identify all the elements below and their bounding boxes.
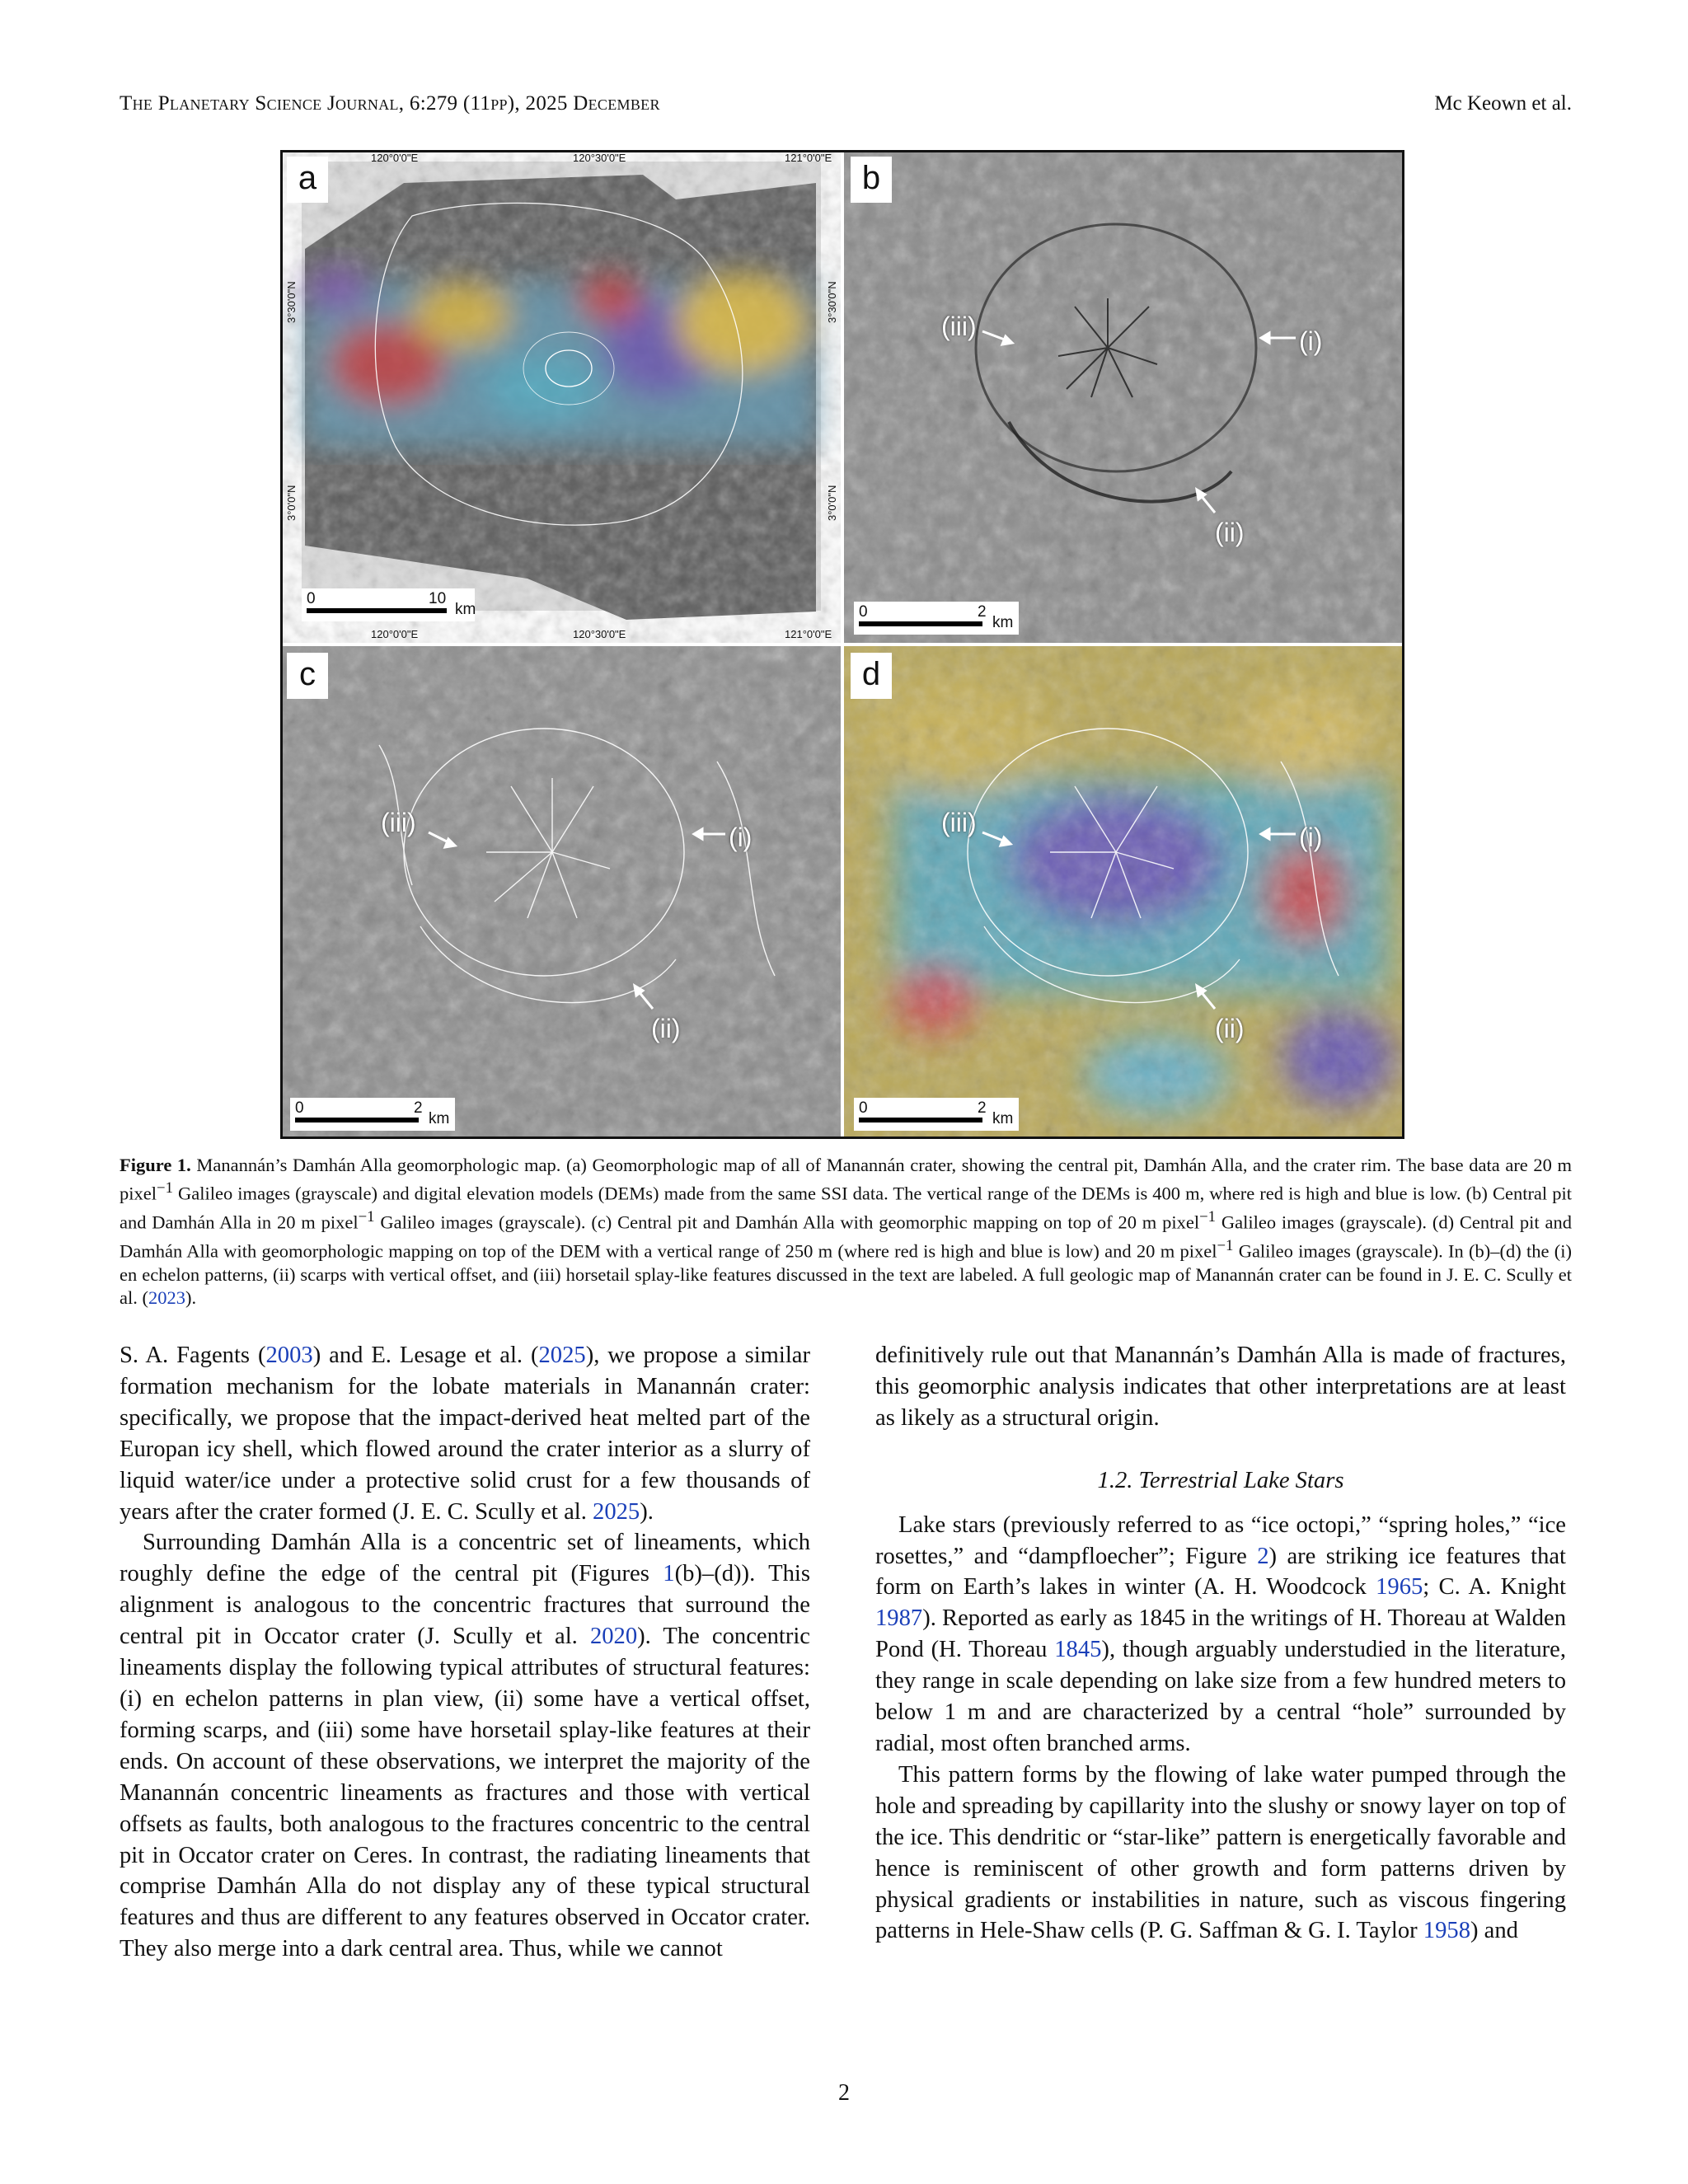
panel-d-label: d (851, 653, 892, 699)
panel-a-right-tick: 3°30'0"N (826, 281, 838, 323)
panel-a-map (280, 150, 841, 643)
page-number: 2 (838, 2080, 850, 2106)
panel-a-left-tick: 3°0'0"N (285, 485, 298, 521)
paragraph: definitively rule out that Manannán’s Damhán Alla is made of fractures, this geomorphic analysis indicates that other interpretations are at least as likely as a structural origin. (875, 1343, 1566, 1431)
figure-panel-c (280, 646, 841, 1139)
citation-link[interactable]: 2025 (538, 1343, 586, 1368)
panel-c-image (280, 646, 841, 1139)
figure-panel-b (844, 150, 1404, 643)
panel-a-left-tick: 3°30'0"N (285, 281, 298, 323)
figure-caption: Figure 1. Manannán’s Damhán Alla geomorphologic map. (a) Geomorphologic map of all of Manannán crater, showing the central pit, Damhán Alla, and the crater rim. The base data are 20 m pixel$^{-1}$ Galileo images (grayscale) and digital elevation models (DEMs) made from the same SSI data. The vertical range of the DEMs is 400 m, where red is high and blue is low. (b) Central pit and Damhán Alla in 20 m pixel$^{-1}$ Galileo images (grayscale). (c) Central pit and Damhán Alla with geomorphic mapping on top of 20 m pixel$^{-1}$ Galileo images (grayscale). (d) Central pit and Damhán Alla with geomorphologic mapping on top of the DEM with a vertical range of 250 m (where red is high and blue is low) and 20 m pixel$^{-1}$ Galileo images (grayscale). In (b)–(d) the (i) en echelon patterns, (ii) scarps with vertical offset, and (iii) horsetail splay-like features discussed in the text are labeled. A full geologic map of Manannán crater can be found in J. E. C. Scully et al. (2023). (120, 1155, 1572, 1308)
citation-link[interactable]: 2003 (265, 1343, 313, 1368)
scale-bar: 0 2 km (290, 1098, 455, 1131)
panel-a-bottom-tick: 121°0'0"E (785, 628, 832, 640)
citation-link[interactable]: 1987 (875, 1605, 923, 1632)
left-column (120, 1340, 810, 1965)
label-scarp: (ii) (651, 1014, 681, 1043)
label-scarp: (ii) (1215, 518, 1245, 547)
panel-c-label: c (287, 653, 328, 699)
figure-link[interactable]: 2 (1257, 1543, 1269, 1569)
scale-bar: 0 10 km (302, 588, 475, 621)
panel-a-right-tick: 3°0'0"N (826, 485, 838, 521)
right-column (875, 1340, 1566, 1947)
label-horsetail-splay: (iii) (941, 312, 977, 341)
citation-link[interactable]: 2020 (589, 1624, 638, 1650)
scale-bar: 0 2 km (854, 1098, 1019, 1131)
panel-a-label: a (287, 157, 328, 203)
figure-panel-d (844, 646, 1404, 1139)
label-en-echelon: (i) (1299, 326, 1323, 356)
caption-label: Figure 1. (120, 1155, 191, 1175)
paragraph: Surrounding Damhán Alla is a concentric set of lineaments, which roughly define the edge of the central pit (Figures 1(b)–(d)). This alignment is analogous to the concentric fractures that surround the central pit in Occator crater (J. Scully et al. 2020). The concentric lineaments display the following typical attributes of structural features: (i) en echelon patterns in plan view, (ii) some have a vertical offset, forming scarps, and (iii) some have horsetail splay-like features at their ends. On account of these observations, we interpret the majority of the Manannán concentric lineaments as fractures and those with vertical offsets as faults, both analogous to the fractures concentric to the central pit in Occator crater on Ceres. In contrast, the radiating lineaments that comprise Damhán Alla do not display any of these typical structural features and thus are different to any features observed in Occator crater. They also merge into a dark central area. Thus, while we cannot (120, 1530, 810, 1962)
panel-b-image (844, 150, 1404, 643)
citation-link[interactable]: 1965 (1376, 1574, 1423, 1601)
paragraph: S. A. Fagents (2003) and E. Lesage et al. (2025), we propose a similar formation mechanism for the lobate materials in Manannán crater: specifically, we propose that the impact-derived heat melted part of the Europan icy shell, which flowed around the crater interior as a slurry of liquid water/ice under a protective solid crust for a few thousands of years after the crater formed (J. E. C. Scully et al. 2025). (120, 1343, 810, 1525)
citation-link[interactable]: 1845 (1054, 1637, 1102, 1663)
panel-b-label: b (851, 157, 892, 203)
paragraph: This pattern forms by the flowing of lake water pumped through the hole and spreading by capillarity into the slushy or snowy layer on top of the ice. This dendritic or “star-like” pattern is energetically favorable and hence is reminiscent of other growth and form patterns driven by physical gradients or instabilities in nature, such as viscous fingering patterns in Hele-Shaw cells (P. G. Saffman & G. I. Taylor 1958) and (875, 1761, 1566, 1944)
panel-a-bottom-tick: 120°30'0"E (573, 628, 626, 640)
section-heading: 1.2. Terrestrial Lake Stars (1097, 1467, 1344, 1493)
scale-bar: 0 2 km (854, 602, 1019, 635)
label-en-echelon: (i) (1299, 823, 1323, 852)
label-en-echelon: (i) (729, 823, 753, 852)
citation-link[interactable]: 1958 (1423, 1918, 1470, 1944)
citation-link[interactable]: 2023 (148, 1286, 185, 1308)
panel-a-top-tick: 120°30'0"E (573, 152, 626, 164)
running-authors: Mc Keown et al. (1434, 92, 1572, 115)
figure-link[interactable]: 1 (663, 1561, 675, 1587)
panel-a-top-tick: 121°0'0"E (785, 152, 832, 164)
label-scarp: (ii) (1215, 1014, 1245, 1043)
panel-d-dem (844, 646, 1404, 1139)
journal-citation: The Planetary Science Journal, 6:279 (11pp), 2025 December (120, 92, 660, 115)
running-header (120, 92, 1572, 125)
figure-1 (280, 150, 1404, 1139)
panel-a-top-tick: 120°0'0"E (371, 152, 419, 164)
panel-a-bottom-tick: 120°0'0"E (371, 628, 419, 640)
citation-link[interactable]: 2025 (593, 1498, 640, 1525)
label-horsetail-splay: (iii) (381, 808, 416, 837)
figure-panel-a (280, 150, 841, 643)
label-horsetail-splay: (iii) (941, 808, 977, 837)
paragraph: Lake stars (previously referred to as “ice octopi,” “spring holes,” “ice rosettes,” and “dampfloecher”; Figure 2) are striking ice features that form on Earth’s lakes in winter (A. H. Woodcock 1965; C. A. Knight 1987). Reported as early as 1845 in the writings of H. Thoreau at Walden Pond (H. Thoreau 1845), though arguably understudied in the literature, they range in scale depending on lake size from a few hundred meters to below 1 m and are characterized by a central “hole” surrounded by radial, most often branched arms. (875, 1511, 1567, 1756)
